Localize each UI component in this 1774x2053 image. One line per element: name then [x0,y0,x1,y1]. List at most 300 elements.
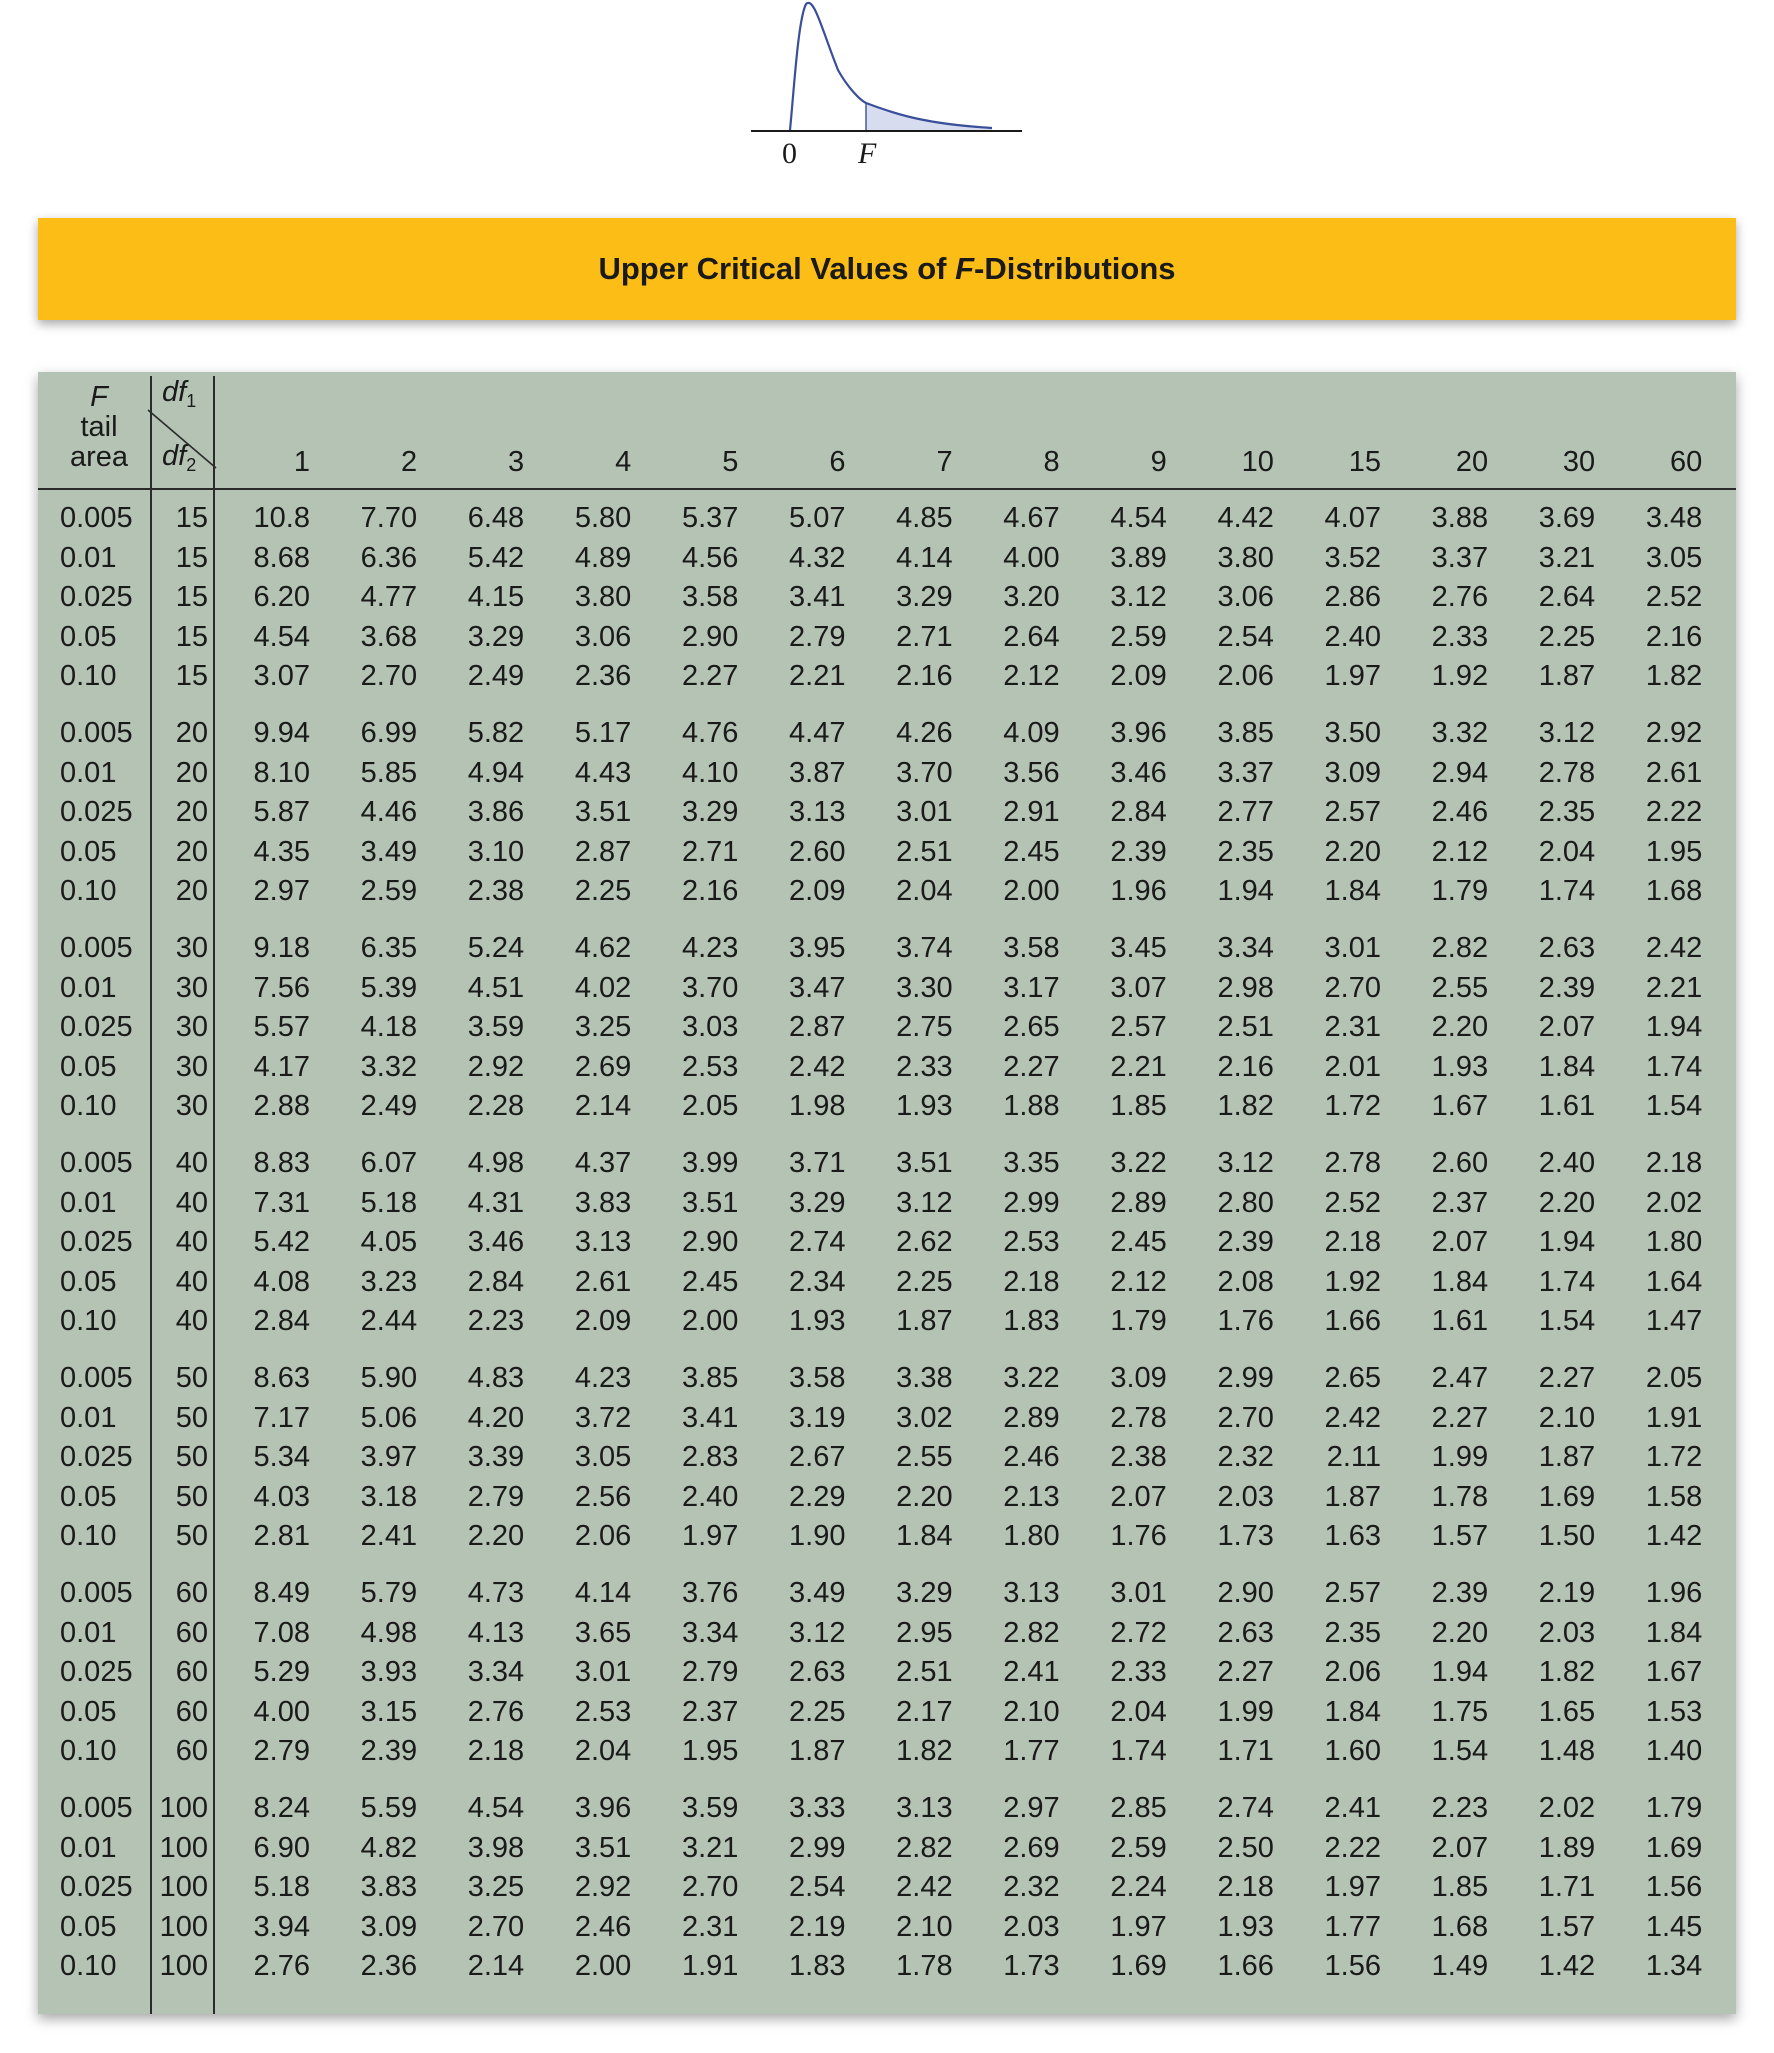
critical-value: 2.41 [1324,1792,1381,1824]
critical-value: 2.18 [467,1735,525,1768]
critical-value: 3.07 [1110,971,1167,1004]
critical-value: 1.56 [1645,1871,1703,1904]
critical-value: 1.85 [1110,1090,1167,1123]
critical-value: 2.04 [1538,835,1596,868]
critical-value: 2.59 [1110,1831,1167,1864]
critical-value: 2.04 [574,1735,632,1768]
critical-value: 1.98 [789,1090,846,1123]
critical-value: 2.59 [360,875,418,908]
table-row [38,1262,1736,1302]
critical-value: 2.04 [896,875,953,908]
tail-area-value: 0.005 [60,717,133,749]
critical-value: 1.72 [1645,1441,1703,1474]
df2-value: 15 [175,620,208,653]
tail-area-value: 0.025 [60,1656,133,1689]
critical-value: 3.12 [1110,581,1167,614]
critical-value: 2.99 [1003,1186,1060,1219]
critical-value: 3.39 [467,1441,525,1474]
critical-value: 1.74 [1110,1735,1167,1768]
critical-value: 1.94 [1217,875,1274,908]
critical-value: 2.09 [574,1305,632,1338]
critical-value: 3.83 [360,1871,418,1904]
critical-value: 3.95 [789,932,846,964]
critical-value: 2.63 [1538,932,1596,964]
critical-value: 3.01 [896,796,953,829]
critical-value: 5.85 [360,756,418,789]
table-row [38,656,1736,696]
critical-value: 2.80 [1217,1186,1274,1219]
df2-value: 40 [175,1226,208,1259]
critical-value: 3.51 [681,1186,739,1219]
column-header-6: 6 [829,446,846,478]
critical-value: 4.62 [574,932,632,964]
critical-value: 3.51 [574,796,632,829]
critical-value: 2.20 [1431,1616,1489,1649]
critical-value: 2.07 [1431,1831,1489,1864]
critical-value: 2.57 [1110,1011,1167,1044]
critical-value: 2.57 [1324,796,1381,829]
critical-value: 2.84 [467,1265,525,1298]
critical-value: 1.84 [1538,1050,1596,1083]
critical-value: 2.87 [789,1011,846,1044]
critical-value: 2.94 [1431,756,1489,789]
critical-value: 2.25 [574,875,632,908]
critical-value: 1.95 [1645,835,1703,868]
critical-value: 2.45 [1003,835,1060,868]
critical-value: 4.76 [681,717,739,749]
critical-value: 2.89 [1110,1186,1167,1219]
column-header-9: 9 [1150,446,1167,478]
critical-value: 1.93 [896,1090,953,1123]
title-suffix: -Distributions [974,251,1176,286]
critical-value: 1.76 [1217,1305,1274,1338]
critical-value: 2.37 [681,1695,739,1728]
critical-value: 2.97 [1003,1792,1060,1824]
f-label: F [90,381,108,413]
critical-value: 8.83 [253,1147,310,1179]
critical-value: 2.02 [1538,1792,1596,1824]
critical-value: 3.01 [574,1656,632,1689]
critical-value: 2.52 [1324,1186,1381,1219]
critical-value: 1.57 [1538,1910,1596,1943]
critical-value: 8.49 [253,1577,310,1609]
critical-value: 5.79 [360,1577,418,1609]
critical-value: 1.99 [1431,1441,1489,1474]
critical-value: 1.69 [1645,1831,1703,1864]
critical-value: 4.00 [1003,541,1060,574]
critical-value: 8.10 [253,756,310,789]
critical-value: 2.18 [1003,1265,1060,1298]
axis-label-f: F [858,137,877,170]
table-row [38,1222,1736,1262]
df2-value: 30 [175,1050,208,1083]
critical-value: 2.03 [1003,1910,1060,1943]
critical-value: 3.25 [467,1871,525,1904]
critical-value: 3.01 [1324,932,1381,964]
critical-value: 1.74 [1538,875,1596,908]
critical-value: 3.34 [1217,932,1274,964]
critical-value: 1.97 [1110,1910,1167,1943]
critical-value: 2.54 [789,1871,846,1904]
critical-value: 2.77 [1217,796,1274,829]
critical-value: 3.46 [1110,756,1167,789]
critical-value: 7.70 [360,502,418,534]
area-label: area [69,441,129,473]
critical-value: 4.17 [253,1050,310,1083]
critical-value: 1.84 [1324,1695,1381,1728]
critical-value: 2.22 [1324,1831,1381,1864]
critical-value: 2.54 [1217,620,1274,653]
critical-value: 3.05 [574,1441,632,1474]
critical-value: 3.70 [896,756,953,789]
critical-value: 3.59 [681,1792,739,1824]
critical-value: 4.67 [1003,502,1060,534]
table-row [38,1652,1736,1692]
critical-value: 2.55 [1431,971,1489,1004]
critical-value: 4.09 [1003,717,1060,749]
critical-value: 1.87 [896,1305,953,1338]
critical-value: 2.17 [896,1695,953,1728]
df2-value: 20 [175,875,208,908]
critical-value: 4.77 [360,581,418,614]
critical-value: 2.00 [1003,875,1060,908]
df2-value: 50 [175,1441,208,1474]
tail-area-value: 0.025 [60,581,133,614]
critical-value: 4.32 [789,541,846,574]
critical-value: 2.76 [467,1695,525,1728]
column-header-8: 8 [1043,446,1060,478]
critical-value: 1.60 [1324,1735,1381,1768]
critical-value: 1.74 [1645,1050,1703,1083]
critical-value: 2.27 [1538,1362,1596,1394]
critical-value: 3.38 [896,1362,953,1394]
critical-value: 2.06 [1324,1656,1381,1689]
tail-area-value: 0.05 [60,620,117,653]
table-row [38,1946,1736,1986]
critical-value: 3.46 [467,1226,525,1259]
critical-value: 2.79 [681,1656,739,1689]
critical-value: 3.12 [1217,1147,1274,1179]
critical-value: 2.18 [1324,1226,1381,1259]
tail-area-value: 0.025 [60,796,133,829]
tail-area-value: 0.01 [60,1616,117,1649]
critical-value: 3.29 [681,796,739,829]
tail-area-value: 0.05 [60,1695,117,1728]
table-row [38,1086,1736,1126]
critical-value: 1.79 [1645,1792,1703,1824]
critical-value: 1.75 [1431,1695,1489,1728]
table-row [38,1613,1736,1653]
critical-value: 9.18 [253,932,310,964]
critical-value: 2.90 [681,620,739,653]
critical-value: 3.70 [681,971,739,1004]
df2-value: 100 [159,1831,208,1864]
tail-area-value: 0.025 [60,1871,133,1904]
critical-value: 2.85 [1110,1792,1167,1824]
tail-area-value: 0.025 [60,1011,133,1044]
critical-value: 2.90 [1217,1577,1274,1609]
critical-value: 1.56 [1324,1950,1381,1983]
critical-value: 4.82 [360,1831,418,1864]
critical-value: 1.84 [1645,1616,1703,1649]
df2-value: 50 [175,1362,208,1394]
critical-value: 2.83 [681,1441,739,1474]
critical-value: 2.60 [1431,1147,1489,1179]
critical-value: 1.82 [1538,1656,1596,1689]
critical-value: 3.88 [1431,502,1489,534]
critical-value: 2.74 [1217,1792,1274,1824]
critical-value: 1.69 [1110,1950,1167,1983]
critical-value: 3.37 [1217,756,1274,789]
critical-value: 2.69 [1003,1831,1060,1864]
critical-value: 2.27 [681,660,739,693]
critical-value: 3.22 [1110,1147,1167,1179]
critical-value: 2.46 [1431,796,1489,829]
critical-value: 4.73 [467,1577,525,1609]
critical-value: 2.53 [1003,1226,1060,1259]
tail-area-value: 0.05 [60,1910,117,1943]
critical-value: 2.99 [1217,1362,1274,1394]
critical-value: 3.20 [1003,581,1060,614]
critical-value: 2.41 [1003,1656,1060,1689]
critical-value: 2.20 [467,1520,525,1553]
tail-area-value: 0.01 [60,541,117,574]
table-row [38,1828,1736,1868]
critical-value: 1.87 [1538,1441,1596,1474]
table-row [38,832,1736,872]
critical-value: 3.56 [1003,756,1060,789]
critical-value: 1.94 [1431,1656,1489,1689]
critical-value: 3.69 [1538,502,1596,534]
tail-area-value: 0.05 [60,1050,117,1083]
df2-value: 20 [175,717,208,749]
critical-value: 4.42 [1217,502,1274,534]
critical-value: 2.62 [896,1226,953,1259]
critical-value: 2.10 [1003,1695,1060,1728]
critical-value: 2.75 [896,1011,953,1044]
critical-value: 3.74 [896,932,953,964]
critical-value: 2.02 [1645,1186,1703,1219]
critical-value: 3.49 [360,835,418,868]
header-underline [38,488,1736,490]
critical-value: 2.12 [1110,1265,1167,1298]
critical-value: 1.99 [1217,1695,1274,1728]
critical-value: 2.42 [789,1050,846,1083]
critical-value: 2.39 [1431,1577,1489,1609]
critical-value: 2.21 [1645,971,1703,1004]
df2-value: 30 [175,1011,208,1044]
critical-value: 2.45 [1110,1226,1167,1259]
critical-value: 7.08 [253,1616,310,1649]
critical-value: 1.68 [1431,1910,1489,1943]
critical-value: 8.68 [253,541,310,574]
critical-value: 5.17 [574,717,632,749]
critical-value: 2.25 [1538,620,1596,653]
critical-value: 2.08 [1217,1265,1274,1298]
critical-value: 1.92 [1431,660,1489,693]
df2-value: 40 [175,1265,208,1298]
critical-value: 2.38 [1110,1441,1167,1474]
critical-value: 8.24 [253,1792,310,1824]
critical-value: 3.17 [1003,971,1060,1004]
critical-value: 2.92 [467,1050,525,1083]
critical-value: 2.00 [681,1305,739,1338]
critical-value: 3.51 [574,1831,632,1864]
critical-value: 2.79 [789,620,846,653]
critical-value: 6.99 [360,717,418,749]
critical-value: 4.23 [681,932,739,964]
critical-value: 3.99 [681,1147,739,1179]
table-row [38,792,1736,832]
critical-value: 2.33 [1110,1656,1167,1689]
critical-value: 3.94 [253,1910,310,1943]
critical-value: 3.02 [896,1401,953,1434]
critical-value: 3.07 [253,660,310,693]
critical-value: 3.96 [574,1792,632,1824]
critical-value: 3.80 [574,581,632,614]
table-row [38,753,1736,793]
critical-value: 7.31 [253,1186,310,1219]
df2-value: 50 [175,1520,208,1553]
critical-value: 3.12 [896,1186,953,1219]
critical-value: 3.58 [789,1362,846,1394]
tail-area-value: 0.025 [60,1226,133,1259]
critical-value: 4.13 [467,1616,525,1649]
critical-value: 3.85 [681,1362,739,1394]
critical-value: 2.97 [253,875,310,908]
critical-value: 2.42 [1645,932,1703,964]
critical-value: 3.47 [789,971,846,1004]
critical-value: 2.24 [1110,1871,1167,1904]
critical-value: 1.97 [681,1520,739,1553]
critical-value: 2.37 [1431,1186,1489,1219]
critical-value: 1.96 [1645,1577,1703,1609]
critical-value: 1.50 [1538,1520,1596,1553]
tail-area-value: 0.005 [60,1362,133,1394]
critical-value: 2.92 [574,1871,632,1904]
critical-value: 4.18 [360,1011,418,1044]
critical-value: 4.47 [789,717,846,749]
critical-value: 1.94 [1645,1011,1703,1044]
critical-value: 2.65 [1324,1362,1381,1394]
critical-value: 3.21 [1538,541,1596,574]
critical-value: 2.53 [574,1695,632,1728]
critical-value: 2.36 [574,660,632,693]
critical-value: 4.98 [467,1147,525,1179]
critical-value: 3.13 [789,796,846,829]
critical-value: 2.78 [1324,1147,1381,1179]
critical-value: 2.20 [1538,1186,1596,1219]
critical-value: 1.91 [681,1950,739,1983]
critical-value: 1.63 [1324,1520,1381,1553]
critical-value: 2.39 [1217,1226,1274,1259]
critical-value: 3.15 [360,1695,418,1728]
critical-value: 4.03 [253,1480,310,1513]
critical-value: 2.20 [896,1480,953,1513]
critical-value: 1.61 [1431,1305,1489,1338]
table-row [38,928,1736,968]
critical-value: 1.77 [1324,1910,1381,1943]
critical-value: 2.84 [253,1305,310,1338]
critical-value: 3.10 [467,835,525,868]
critical-value: 2.19 [1538,1577,1596,1609]
axis-label-zero: 0 [782,137,797,170]
tail-area-value: 0.005 [60,932,133,964]
critical-value: 2.07 [1538,1011,1596,1044]
critical-value: 3.96 [1110,717,1167,749]
column-header-7: 7 [936,446,953,478]
critical-value: 2.70 [467,1910,525,1943]
critical-value: 3.87 [789,756,846,789]
critical-value: 2.18 [1645,1147,1703,1179]
critical-value: 5.80 [574,502,632,534]
critical-value: 2.52 [1645,581,1703,614]
critical-value: 4.08 [253,1265,310,1298]
critical-value: 4.07 [1324,502,1381,534]
critical-value: 2.70 [1324,971,1381,1004]
column-header-30: 30 [1562,446,1596,478]
critical-value: 6.36 [360,541,418,574]
table-row [38,871,1736,911]
critical-value: 2.10 [1538,1401,1596,1434]
critical-value: 2.76 [253,1950,310,1983]
critical-value: 4.37 [574,1147,632,1179]
critical-value: 1.53 [1645,1695,1703,1728]
critical-value: 1.73 [1217,1520,1274,1553]
df2-value: 60 [175,1695,208,1728]
critical-value: 2.56 [574,1480,632,1513]
critical-value: 2.59 [1110,620,1167,653]
critical-value: 2.99 [789,1831,846,1864]
density-curve [790,3,992,130]
critical-value: 1.76 [1110,1520,1167,1553]
critical-value: 3.76 [681,1577,739,1609]
critical-value: 3.68 [360,620,418,653]
table-row [38,1692,1736,1732]
table-row [38,1437,1736,1477]
tail-area-value: 0.01 [60,1401,117,1434]
critical-value: 1.69 [1538,1480,1596,1513]
critical-value: 1.82 [1645,660,1703,693]
critical-value: 1.42 [1538,1950,1596,1983]
tail-area-value: 0.01 [60,756,117,789]
critical-value: 1.94 [1538,1226,1596,1259]
critical-value: 5.90 [360,1362,418,1394]
critical-value: 1.93 [1431,1050,1489,1083]
critical-value: 2.49 [360,1090,418,1123]
critical-value: 2.42 [1324,1401,1381,1434]
critical-value: 3.45 [1110,932,1167,964]
critical-value: 3.41 [789,581,846,614]
critical-value: 5.42 [253,1226,310,1259]
critical-value: 2.76 [1431,581,1489,614]
critical-value: 2.40 [1324,620,1381,653]
critical-value: 3.83 [574,1186,632,1219]
critical-value: 1.73 [1003,1950,1060,1983]
critical-value: 5.57 [253,1011,310,1044]
critical-value: 2.82 [896,1831,953,1864]
critical-value: 3.29 [896,1577,953,1609]
tail-area-value: 0.005 [60,1147,133,1179]
title-variable: F [955,251,975,286]
tail-area-value: 0.05 [60,835,117,868]
critical-value: 1.82 [1217,1090,1274,1123]
critical-value: 2.27 [1217,1656,1274,1689]
critical-value: 2.36 [360,1950,418,1983]
df1-subscript: 1 [186,391,197,411]
critical-value: 1.93 [1217,1910,1274,1943]
column-header-15: 15 [1348,446,1381,478]
